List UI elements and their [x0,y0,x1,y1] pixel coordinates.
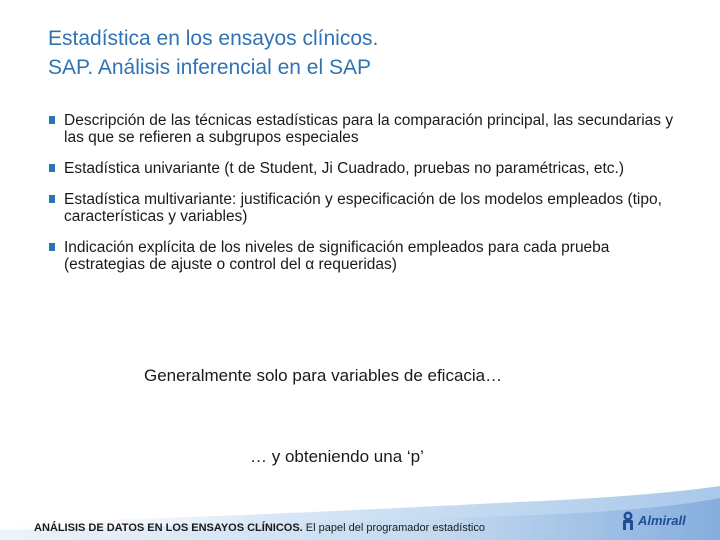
note-p-value: … y obteniendo una ‘p’ [250,447,424,466]
almirall-logo [620,509,686,531]
bullet-item [48,191,688,225]
bullet-text: Estadística multivariante: justificación y especificación de los modelos empleados (tipo, características y variables) [64,191,662,225]
footer-caption [34,522,485,534]
bullet-text: Indicación explícita de los niveles de significación empleados para cada prueba (estrategias de ajuste o control del α requeridas) [64,239,610,273]
bullet-item [48,160,688,177]
title-line-2: SAP. Análisis inferencial en el SAP [48,56,371,79]
bullet-marker-icon [49,164,55,172]
bullet-item [48,239,688,273]
footer-caption-bold: ANÁLISIS DE DATOS EN LOS ENSAYOS CLÍNICOS. [34,522,303,534]
bullet-marker-icon [49,243,55,251]
almirall-logo-icon [620,510,636,530]
note-efficacy: Generalmente solo para variables de eficacia… [144,366,503,385]
bullet-text: Estadística univariante (t de Student, Ji Cuadrado, pruebas no paramétricas, etc.) [64,160,625,177]
slide-title [48,24,688,82]
footer-caption-rest: El papel del programador estadístico [302,522,485,534]
bullet-list [48,112,688,287]
bullet-marker-icon [49,116,55,124]
bullet-marker-icon [49,195,55,203]
almirall-logo-text: Almirall [638,512,686,528]
title-line-1: Estadística en los ensayos clínicos. [48,27,379,50]
bullet-text: Descripción de las técnicas estadísticas para la comparación principal, las secundarias y las que se refieren a subgrupos especiales [64,112,674,146]
bullet-item [48,112,688,146]
